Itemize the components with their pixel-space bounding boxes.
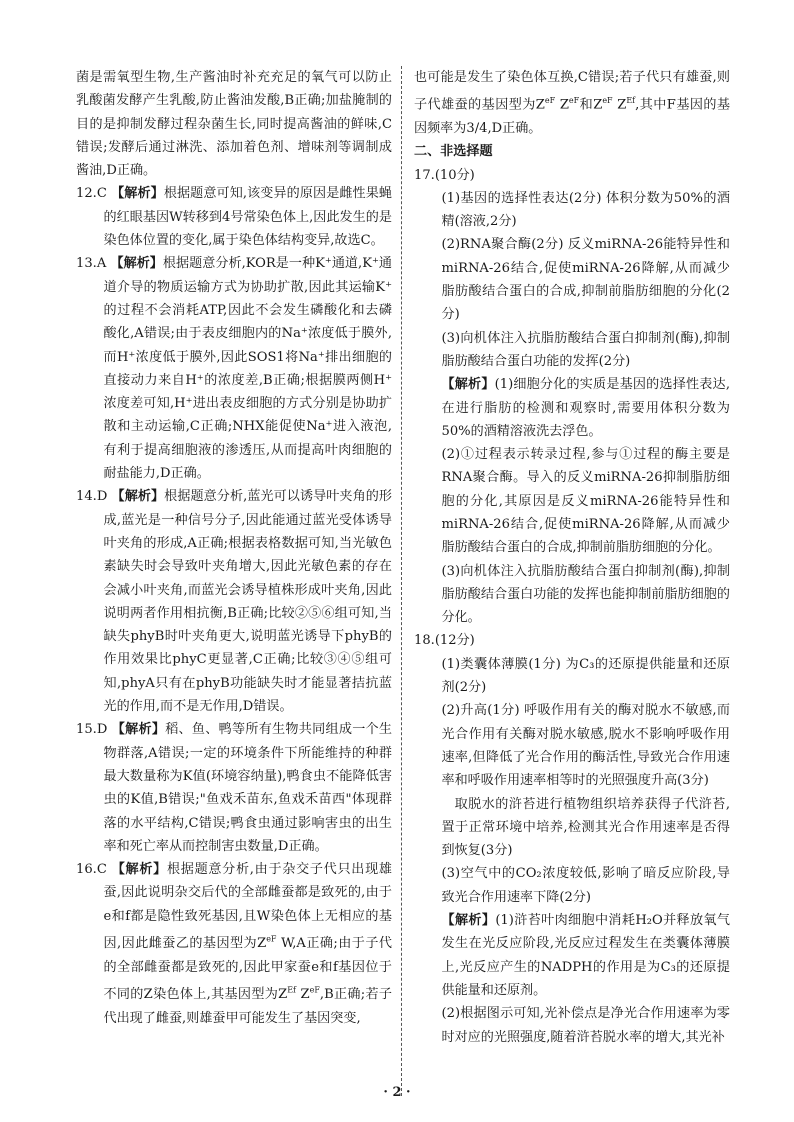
analysis-tag: 【解析】: [111, 489, 165, 505]
analysis-tag: 【解析】: [441, 913, 496, 929]
left-column: [76, 66, 392, 1030]
item-text: 根据题意分析,蓝光可以诱导叶夹角的形成,蓝光是一种信号分子,因此能通过蓝光受体诱导叶夹角的形成,A正确;根据表格数据可知,当光敏色素缺失时会导致叶夹角增大,因此光敏色素的存在会减小叶夹角,而蓝光会诱导植株形成叶夹角,因此说明两者作用相抗衡,B正确;比较②⑤⑥组可知,当缺失phyB时叶夹角更大,说明蓝光诱导下phyB的作用效果比phyC更显著,C正确;比较③④⑤组可知,phyA只有在phyB功能缺失时才能显著拮抗蓝光的作用,而不是无作用,D错误。: [103, 489, 392, 715]
item-number: 12.C: [76, 186, 112, 202]
item-number: 13.A: [76, 256, 111, 272]
answer-line: (1)类囊体薄膜(1分) 为C₃的还原提供能量和还原剂(2分): [441, 656, 730, 696]
analysis-tag: 【解析】: [441, 377, 495, 393]
analysis-tag: 【解析】: [111, 186, 164, 202]
answer-line: (3)向机体注入抗脂肪酸结合蛋白抑制剂(酶),抑制脂肪酸结合蛋白功能的发挥(2分): [441, 330, 730, 369]
answer-line: (2)根据图示可知,光补偿点是净光合作用速率为零时对应的光照强度,随着浒苔脱水率的增大,其光补: [441, 1006, 730, 1045]
column-divider: [401, 66, 402, 1096]
item-text: 根据题意可知,该变异的原因是雌性果蝇的红眼基因W转移到4号常染色体上,因此发生的是染色体位置的变化,属于染色体结构变异,故选C。: [103, 186, 392, 249]
answer-line: 取脱水的浒苔进行植物组织培养获得子代浒苔,置于正常环境中培养,检测其光合作用速率是否得到恢复(3分): [441, 796, 730, 859]
item-text: 稻、鱼、鸭等所有生物共同组成一个生物群落,A错误;一定的环境条件下所能维持的种群最大数量称为K值(环境容纳量),鸭食虫不能降低害虫的K值,B错误;"鱼戏禾苗东,鱼戏禾苗西"体现群落的水平结构,C错误;鸭食虫通过影响害虫的出生率和死亡率从而控制害虫数量,D正确。: [103, 722, 393, 854]
question-heading: 18.(12分): [414, 633, 475, 649]
answer-line: (2)①过程表示转录过程,参与①过程的酶主要是RNA聚合酶。导入的反义miRNA-26抑制脂肪细胞的分化,其原因是反义miRNA-26能特异性和miRNA-26结合,促使miRNA-26降解,从而减少脂肪酸结合蛋白的合成,抑制前脂肪细胞的分化。: [441, 447, 730, 556]
analysis-tag: 【解析】: [111, 722, 166, 738]
page-number: · 2 ·: [383, 1085, 411, 1100]
answer-item: [76, 858, 392, 1030]
answer-item: [76, 718, 392, 858]
answer-item: [76, 252, 392, 485]
item-number: 14.D: [76, 489, 112, 505]
analysis-tag: 【解析】: [110, 256, 163, 272]
analysis-paragraph: 【解析】(1)细胞分化的实质是基因的选择性表达,在进行脂肪的检测和观察时,需要用体积分数为50%的酒精溶液洗去浮色。: [441, 377, 730, 439]
answer-item: [76, 182, 392, 252]
answer-line: (2)升高(1分) 呼吸作用有关的酶对脱水不敏感,而光合作用有关酶对脱水敏感,脱水不影响呼吸作用速率,但降低了光合作用的酶活性,导致光合作用速率和呼吸作用速率相等时的光照强度升高(3分): [441, 703, 730, 789]
analysis-tag: 【解析】: [111, 862, 167, 878]
item-number: 15.D: [76, 722, 112, 738]
question-heading: 17.(10分): [414, 167, 475, 183]
section-heading: 二、非选择题: [414, 144, 493, 160]
item-text: 根据题意分析,由于杂交子代只出现雄蚕,因此说明杂交后代的全部雌蚕都是致死的,由于e和f都是隐性致死基因,且W染色体上无相应的基因,因此雌蚕乙的基因型为$Z^{eF}$ W,A正确;由于子代的全部雌蚕都是致死的,因此甲家蚕e和f基因位于不同的Z染色体上,其基因型为$Z^{Ef}$ $Z^{eF},B$正确;若子代出现了雌蚕,则雄蚕甲可能发生了基因突变,: [103, 862, 392, 1026]
paragraph: 菌是需氧型生物,生产酱油时补充充足的氧气可以防止乳酸菌发酵产生乳酸,防止酱油发酸,B正确;加盐腌制的目的是抑制发酵过程杂菌生长,同时提高酱油的鲜味,C错误;发酵后通过淋洗、添加着色剂、增味剂等调制成酱油,D正确。: [76, 70, 392, 179]
answer-item: [76, 485, 392, 718]
answer-line: (3)向机体注入抗脂肪酸结合蛋白抑制剂(酶),抑制脂肪酸结合蛋白功能的发挥也能抑制前脂肪细胞的分化。: [441, 563, 730, 626]
item-number: 16.C: [76, 862, 112, 878]
answer-line: (2)RNA聚合酶(2分) 反义miRNA-26能特异性和miRNA-26结合,促使miRNA-26降解,从而减少脂肪酸结合蛋白的合成,抑制前脂肪细胞的分化(2分): [441, 237, 730, 323]
item-text: 根据题意分析,KOR是一种K⁺通道,K⁺通道介导的物质运输方式为协助扩散,因此其运输K⁺的过程不会消耗ATP,因此不会发生磷酸化和去磷酸化,A错误;由于表皮细胞内的Na⁺浓度低于膜外,而H⁺浓度低于膜外,因此SOS1将Na⁺排出细胞的直接动力来自H⁺的浓度差,B正确;根据膜两侧H⁺浓度差可知,H⁺进出表皮细胞的方式分别是协助扩散和主动运输,C正确;NHX能促使Na⁺进入液泡,有利于提高细胞液的渗透压,从而提高叶肉细胞的耐盐能力,D正确。: [103, 256, 393, 482]
answer-line: (3)空气中的CO₂浓度较低,影响了暗反应阶段,导致光合作用速率下降(2分): [441, 866, 730, 905]
analysis-paragraph: 【解析】(1)浒苔叶肉细胞中消耗H₂O并释放氧气发生在光反应阶段,光反应过程发生在类囊体薄膜上,光反应产生的NADPH的作用是为C₃的还原提供能量和还原剂。: [441, 913, 731, 998]
answer-line: (1)基因的选择性表达(2分) 体积分数为50%的酒精(溶液,2分): [441, 190, 730, 230]
right-column: [414, 66, 730, 1049]
paragraph: 也可能是发生了染色体互换,C错误;若子代只有雄蚕,则子代雄蚕的基因型为$Z^{eF}$ $Z^{eF}$和$Z^{eF}$ $Z^{Ef}$,其中F基因的基因频率为3/4,D正确。: [414, 70, 731, 136]
